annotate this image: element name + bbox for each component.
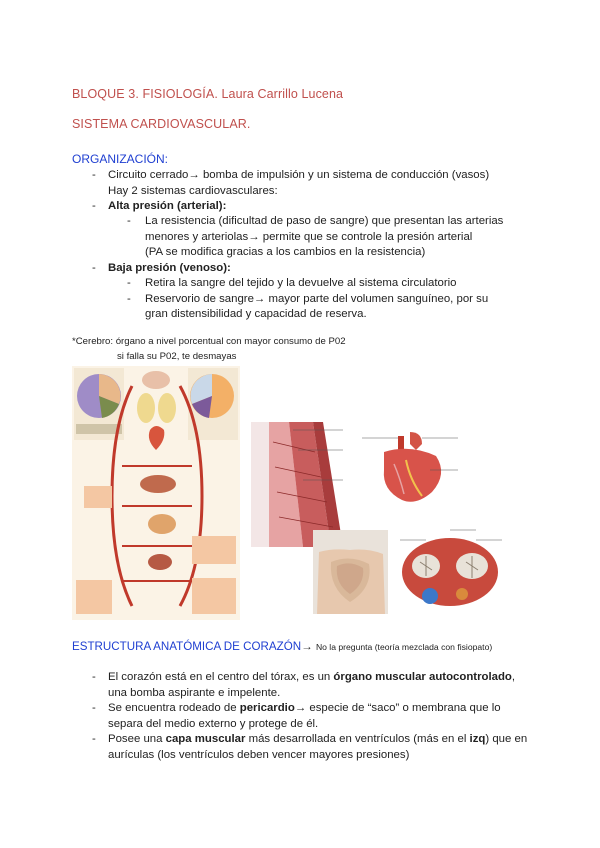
- section-title: SISTEMA CARDIOVASCULAR.: [72, 117, 251, 131]
- baja-sub2-line2: gran distensibilidad y capacidad de reserva.: [145, 308, 367, 320]
- estructura-p1-line2: una bomba aspirante e impelente.: [108, 687, 281, 699]
- alta-presion-label: Alta presión (arterial):: [108, 200, 227, 212]
- estructura-p2-line2: separa del medio externo y protege de él.: [108, 718, 319, 730]
- heart-exterior-image: [360, 430, 460, 508]
- bullet-dash: -: [92, 671, 96, 683]
- bullet-dash: -: [127, 215, 131, 227]
- p1-text-b: órgano muscular autocontrolado: [333, 671, 512, 683]
- estructura-p3-line2: aurículas (los ventrículos deben vencer mayores presiones): [108, 749, 410, 761]
- estructura-aside: No la pregunta (teoría mezclada con fisiopato): [315, 642, 493, 652]
- estructura-p3-line1: [108, 732, 527, 747]
- p2-text-a: Se encuentra rodeado de: [108, 702, 240, 714]
- bullet-dash: -: [92, 262, 96, 274]
- bullet-dash: -: [127, 277, 131, 289]
- circulation-diagram-image: [72, 366, 240, 620]
- alta-sub1-line3: (PA se modifica gracias a los cambios en la resistencia): [145, 246, 426, 258]
- org-item1-line1: Circuito cerrado→ bomba de impulsión y un sistema de conducción (vasos): [108, 169, 490, 181]
- bullet-dash: -: [127, 293, 131, 305]
- p1-text-a: El corazón está en el centro del tórax, es un: [108, 671, 334, 683]
- baja-presion-label: Baja presión (venoso):: [108, 262, 231, 274]
- estructura-arrow: →: [301, 640, 313, 653]
- p3-text-d: izq: [469, 733, 486, 745]
- bullet-dash: -: [92, 200, 96, 212]
- p2-text-c: → especie de “saco” o membrana que lo: [294, 702, 501, 714]
- estructura-heading-text: ESTRUCTURA ANATÓMICA DE CORAZÓN: [72, 640, 302, 653]
- estructura-heading: [72, 640, 492, 653]
- bullet-dash: -: [92, 169, 96, 181]
- p3-text-b: capa muscular: [165, 733, 246, 745]
- organizacion-heading: ORGANIZACIÓN:: [72, 152, 169, 166]
- heart-valves-image: [396, 526, 506, 620]
- baja-sub1: Retira la sangre del tejido y la devuelve al sistema circulatorio: [145, 277, 457, 289]
- alta-sub1-line1: La resistencia (dificultad de paso de sangre) que presentan las arterias: [145, 215, 504, 227]
- p3-text-a: Posee una: [108, 733, 166, 745]
- org-item1-line2: Hay 2 sistemas cardiovasculares:: [108, 185, 278, 197]
- baja-sub2-line1: Reservorio de sangre→ mayor parte del volumen sanguíneo, por su: [145, 293, 489, 305]
- p3-text-e: ) que en: [485, 733, 528, 745]
- p3-text-c: más desarrollada en ventrículos (más en el: [245, 733, 470, 745]
- pericardium-photo-image: [313, 530, 388, 622]
- p1-text-c: ,: [511, 671, 516, 683]
- bullet-dash: -: [92, 733, 96, 745]
- estructura-p1-line1: [108, 670, 515, 685]
- alta-sub1-line2: menores y arteriolas→ permite que se controle la presión arterial: [145, 231, 473, 243]
- brain-note-line2: si falla su P02, te desmayas: [117, 351, 237, 362]
- p2-text-b: pericardio: [239, 702, 295, 714]
- bullet-dash: -: [92, 702, 96, 714]
- brain-note-line1: *Cerebro: órgano a nivel porcentual con mayor consumo de P02: [72, 336, 346, 347]
- document-title: BLOQUE 3. FISIOLOGÍA. Laura Carrillo Lucena: [72, 87, 344, 101]
- estructura-p2-line1: [108, 701, 501, 716]
